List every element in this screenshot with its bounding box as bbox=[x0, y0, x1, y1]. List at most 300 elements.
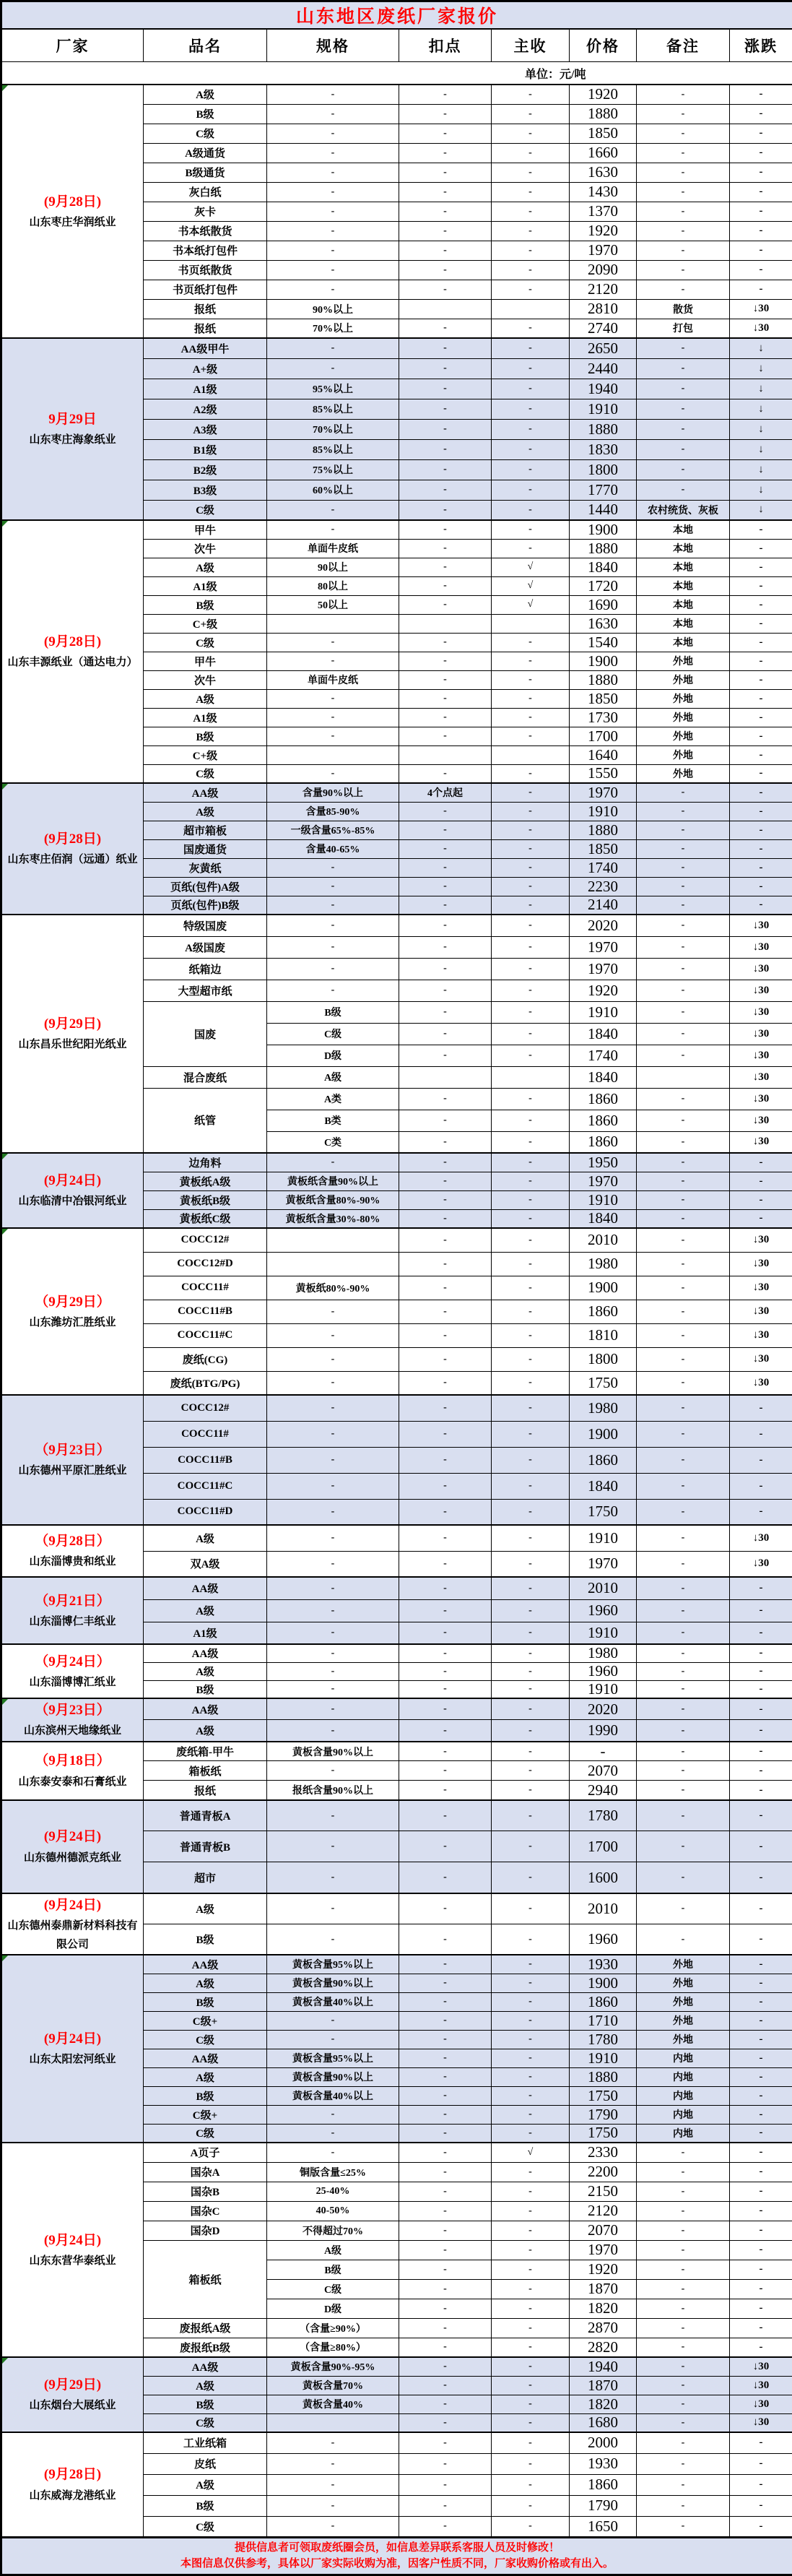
deduction-cell: - bbox=[399, 1023, 492, 1045]
spec-cell: - bbox=[267, 124, 399, 143]
factory-name: 山东丰源纸业（通达电力） bbox=[4, 654, 142, 673]
factory-name: 山东德州平原汇胜纸业 bbox=[4, 1462, 142, 1481]
product-cell: AA级 bbox=[144, 1577, 267, 1599]
note-cell: - bbox=[637, 877, 730, 896]
main-collect-cell: - bbox=[492, 2105, 570, 2124]
spec-cell: - bbox=[267, 1421, 399, 1447]
change-cell: - bbox=[730, 1924, 792, 1955]
factory-cell bbox=[1, 85, 144, 338]
product-cell: AA级 bbox=[144, 1955, 267, 1974]
main-collect-cell: - bbox=[492, 338, 570, 358]
spec-cell: C级 bbox=[267, 1023, 399, 1045]
deduction-cell: - bbox=[399, 480, 492, 500]
note-cell: - bbox=[637, 1371, 730, 1395]
price-cell: 1950 bbox=[570, 1153, 637, 1172]
change-cell: - bbox=[730, 1862, 792, 1893]
main-collect-cell: - bbox=[492, 182, 570, 202]
change-cell: - bbox=[730, 2318, 792, 2338]
deduction-cell bbox=[399, 1066, 492, 1088]
price-cell: 1860 bbox=[570, 1110, 637, 1131]
change-cell: ↓30 bbox=[730, 1252, 792, 1276]
deduction-cell: - bbox=[399, 2011, 492, 2030]
deduction-cell bbox=[399, 299, 492, 319]
price-cell: 1840 bbox=[570, 1066, 637, 1088]
factory-cell bbox=[1, 520, 144, 783]
main-collect-cell: - bbox=[492, 821, 570, 839]
note-cell: 外地 bbox=[637, 1955, 730, 1974]
main-collect-cell: - bbox=[492, 539, 570, 558]
price-cell: 1850 bbox=[570, 124, 637, 143]
deduction-cell: - bbox=[399, 896, 492, 915]
deduction-cell: - bbox=[399, 1190, 492, 1209]
deduction-cell: - bbox=[399, 727, 492, 745]
product-cell: 国杂D bbox=[144, 2221, 267, 2240]
change-cell: ↓30 bbox=[730, 319, 792, 338]
deduction-cell: - bbox=[399, 1088, 492, 1110]
main-collect-cell: - bbox=[492, 1447, 570, 1473]
main-collect-cell: - bbox=[492, 1421, 570, 1447]
main-collect-cell: - bbox=[492, 1371, 570, 1395]
table-row bbox=[1, 2432, 792, 2453]
change-cell: - bbox=[730, 1680, 792, 1698]
change-cell: ↓30 bbox=[730, 2395, 792, 2413]
note-cell: - bbox=[637, 241, 730, 260]
change-cell: - bbox=[730, 708, 792, 727]
product-cell: A1级 bbox=[144, 1622, 267, 1644]
price-cell: - bbox=[570, 1742, 637, 1761]
product-cell: AA级甲牛 bbox=[144, 338, 267, 358]
main-collect-cell: - bbox=[492, 2011, 570, 2030]
change-cell: - bbox=[730, 1742, 792, 1761]
change-cell: - bbox=[730, 539, 792, 558]
price-cell: 2150 bbox=[570, 2182, 637, 2201]
change-cell: - bbox=[730, 1662, 792, 1680]
main-collect-cell: - bbox=[492, 1955, 570, 1974]
note-cell: - bbox=[637, 1023, 730, 1045]
col-header-product: 品名 bbox=[144, 29, 267, 62]
deduction-cell: - bbox=[399, 633, 492, 652]
change-cell: - bbox=[730, 745, 792, 764]
price-cell: 1690 bbox=[570, 595, 637, 614]
note-cell: - bbox=[637, 1720, 730, 1742]
note-cell: - bbox=[637, 2453, 730, 2474]
price-cell: 1920 bbox=[570, 85, 637, 104]
price-cell: 1850 bbox=[570, 839, 637, 858]
spec-cell: 含量40-65% bbox=[267, 839, 399, 858]
col-header-price: 价格 bbox=[570, 29, 637, 62]
note-cell: - bbox=[637, 124, 730, 143]
deduction-cell: - bbox=[399, 821, 492, 839]
main-collect-cell: - bbox=[492, 379, 570, 399]
main-collect-cell: - bbox=[492, 1761, 570, 1781]
spec-cell: 黄板含量70% bbox=[267, 2376, 399, 2395]
main-collect-cell: - bbox=[492, 2260, 570, 2279]
change-cell: - bbox=[730, 1781, 792, 1800]
price-cell: 1910 bbox=[570, 399, 637, 419]
note-cell: - bbox=[637, 2376, 730, 2395]
note-cell: - bbox=[637, 379, 730, 399]
spec-cell: 70%以上 bbox=[267, 419, 399, 439]
note-cell: - bbox=[637, 1473, 730, 1499]
change-cell: ↓ bbox=[730, 459, 792, 480]
table-row bbox=[1, 1644, 792, 1662]
product-cell: 特级国废 bbox=[144, 915, 267, 936]
factory-name: 山东滨州天地缘纸业 bbox=[4, 1722, 142, 1741]
deduction-cell: - bbox=[399, 520, 492, 539]
change-cell: - bbox=[730, 1992, 792, 2011]
main-collect-cell: - bbox=[492, 1831, 570, 1862]
change-cell: - bbox=[730, 2338, 792, 2357]
factory-date: (9月24日) bbox=[4, 1170, 142, 1193]
product-cell: 黄板纸C级 bbox=[144, 1209, 267, 1228]
note-cell: 农村统货、灰板 bbox=[637, 500, 730, 520]
note-cell: - bbox=[637, 1190, 730, 1209]
price-cell: 1750 bbox=[570, 1499, 637, 1525]
note-cell: - bbox=[637, 358, 730, 379]
main-collect-cell: - bbox=[492, 764, 570, 783]
price-cell: 2820 bbox=[570, 2338, 637, 2357]
spec-cell: 黄板纸含量30%-80% bbox=[267, 1209, 399, 1228]
factory-name: 山东东营华泰纸业 bbox=[4, 2252, 142, 2271]
change-cell: ↓30 bbox=[730, 1323, 792, 1347]
deduction-cell: - bbox=[399, 2299, 492, 2318]
main-collect-cell: - bbox=[492, 802, 570, 821]
product-cell: 废报纸A级 bbox=[144, 2318, 267, 2338]
factory-cell bbox=[1, 783, 144, 915]
price-cell: 1750 bbox=[570, 2124, 637, 2143]
product-cell: A级国废 bbox=[144, 936, 267, 958]
main-collect-cell: - bbox=[492, 500, 570, 520]
spec-cell: 25-40% bbox=[267, 2182, 399, 2201]
deduction-cell: - bbox=[399, 2221, 492, 2240]
product-cell: 废纸(CG) bbox=[144, 1347, 267, 1371]
price-cell: 1790 bbox=[570, 2105, 637, 2124]
change-cell: ↓ bbox=[730, 439, 792, 459]
product-cell: A级 bbox=[144, 1599, 267, 1622]
deduction-cell: - bbox=[399, 1992, 492, 2011]
main-collect-cell: - bbox=[492, 2124, 570, 2143]
price-cell: 1780 bbox=[570, 1800, 637, 1831]
product-cell: 纸管 bbox=[144, 1088, 267, 1153]
main-collect-cell: - bbox=[492, 727, 570, 745]
main-collect-cell: - bbox=[492, 1720, 570, 1742]
spec-cell: - bbox=[267, 1720, 399, 1742]
main-collect-cell: - bbox=[492, 104, 570, 124]
change-cell: - bbox=[730, 1577, 792, 1599]
factory-cell bbox=[1, 1153, 144, 1228]
spec-cell: 黄板含量40%以上 bbox=[267, 2086, 399, 2105]
main-collect-cell: - bbox=[492, 783, 570, 802]
deduction-cell: - bbox=[399, 104, 492, 124]
spec-cell: - bbox=[267, 652, 399, 670]
factory-date: (9月24日) bbox=[4, 1825, 142, 1849]
spec-cell: - bbox=[267, 1371, 399, 1395]
deduction-cell: - bbox=[399, 182, 492, 202]
note-cell: - bbox=[637, 1131, 730, 1153]
spec-cell: - bbox=[267, 858, 399, 877]
factory-name: 山东枣庄海象纸业 bbox=[4, 431, 142, 450]
spec-cell: - bbox=[267, 1499, 399, 1525]
price-cell: 1880 bbox=[570, 104, 637, 124]
spec-cell: - bbox=[267, 936, 399, 958]
col-header-main-collect: 主收 bbox=[492, 29, 570, 62]
note-cell: - bbox=[637, 439, 730, 459]
main-collect-cell: - bbox=[492, 124, 570, 143]
spec-cell: 85%以上 bbox=[267, 399, 399, 419]
price-cell: 1910 bbox=[570, 1190, 637, 1209]
factory-cell bbox=[1, 2357, 144, 2432]
price-cell: 1840 bbox=[570, 1023, 637, 1045]
factory-date: (9月24日) bbox=[4, 2028, 142, 2051]
table-row bbox=[1, 338, 792, 358]
change-cell: - bbox=[730, 2299, 792, 2318]
note-cell: - bbox=[637, 1209, 730, 1228]
spec-cell: - bbox=[267, 1347, 399, 1371]
change-cell: ↓30 bbox=[730, 1131, 792, 1153]
product-cell: A级 bbox=[144, 1662, 267, 1680]
main-collect-cell: - bbox=[492, 858, 570, 877]
spec-cell: 报纸含量90%以上 bbox=[267, 1781, 399, 1800]
spec-cell: - bbox=[267, 182, 399, 202]
deduction-cell: - bbox=[399, 459, 492, 480]
deduction-cell: - bbox=[399, 764, 492, 783]
spec-cell: - bbox=[267, 500, 399, 520]
product-cell: 书页纸散货 bbox=[144, 260, 267, 280]
main-collect-cell: - bbox=[492, 520, 570, 539]
spec-cell: 单面牛皮纸 bbox=[267, 539, 399, 558]
footer-note bbox=[1, 2537, 792, 2575]
product-cell: 书本纸散货 bbox=[144, 221, 267, 241]
spec-cell: - bbox=[267, 1800, 399, 1831]
price-cell: 1740 bbox=[570, 1045, 637, 1066]
deduction-cell: 4个点起 bbox=[399, 783, 492, 802]
spec-cell: - bbox=[267, 764, 399, 783]
change-cell: - bbox=[730, 2124, 792, 2143]
change-cell: - bbox=[730, 614, 792, 633]
change-cell: - bbox=[730, 124, 792, 143]
product-cell: A级 bbox=[144, 1720, 267, 1742]
deduction-cell: - bbox=[399, 839, 492, 858]
change-cell: - bbox=[730, 670, 792, 689]
spec-cell: - bbox=[267, 260, 399, 280]
note-cell: - bbox=[637, 1447, 730, 1473]
spec-cell: - bbox=[267, 2432, 399, 2453]
main-collect-cell: - bbox=[492, 1499, 570, 1525]
product-cell: B1级 bbox=[144, 439, 267, 459]
main-collect-cell: - bbox=[492, 399, 570, 419]
note-cell: - bbox=[637, 1680, 730, 1698]
spec-cell: - bbox=[267, 980, 399, 1001]
product-cell: C级 bbox=[144, 2124, 267, 2143]
change-cell: ↓30 bbox=[730, 980, 792, 1001]
change-cell: - bbox=[730, 2162, 792, 2182]
product-cell: C+级 bbox=[144, 614, 267, 633]
deduction-cell: - bbox=[399, 439, 492, 459]
spec-cell: 黄板纸含量90%以上 bbox=[267, 1172, 399, 1190]
spec-cell: - bbox=[267, 1698, 399, 1720]
deduction-cell: - bbox=[399, 1473, 492, 1499]
product-cell: 边角料 bbox=[144, 1153, 267, 1172]
main-collect-cell: - bbox=[492, 2049, 570, 2067]
price-cell: 1840 bbox=[570, 1209, 637, 1228]
change-cell: - bbox=[730, 1172, 792, 1190]
product-cell: A级 bbox=[144, 558, 267, 576]
product-cell: A1级 bbox=[144, 379, 267, 399]
note-cell: 外地 bbox=[637, 708, 730, 727]
main-collect-cell: - bbox=[492, 1395, 570, 1421]
deduction-cell: - bbox=[399, 2318, 492, 2338]
deduction-cell: - bbox=[399, 2357, 492, 2376]
price-cell: 1880 bbox=[570, 539, 637, 558]
main-collect-cell bbox=[492, 1066, 570, 1088]
main-collect-cell: - bbox=[492, 163, 570, 182]
price-cell: 1860 bbox=[570, 1300, 637, 1323]
price-cell: 2200 bbox=[570, 2162, 637, 2182]
footer-row bbox=[1, 2537, 792, 2575]
spec-cell: - bbox=[267, 1831, 399, 1862]
table-row bbox=[1, 1577, 792, 1599]
price-cell: 1940 bbox=[570, 379, 637, 399]
change-cell: - bbox=[730, 821, 792, 839]
change-cell: - bbox=[730, 802, 792, 821]
main-collect-cell: √ bbox=[492, 558, 570, 576]
factory-cell bbox=[1, 1525, 144, 1577]
spec-cell: - bbox=[267, 520, 399, 539]
main-collect-cell: - bbox=[492, 1924, 570, 1955]
change-cell: ↓30 bbox=[730, 2413, 792, 2432]
deduction-cell: - bbox=[399, 2143, 492, 2162]
change-cell: - bbox=[730, 839, 792, 858]
spec-cell: 95%以上 bbox=[267, 379, 399, 399]
spec-cell: 含量85-90% bbox=[267, 802, 399, 821]
note-cell: - bbox=[637, 1622, 730, 1644]
change-cell: - bbox=[730, 1720, 792, 1742]
note-cell: - bbox=[637, 1421, 730, 1447]
product-cell: 废纸(BTG/PG) bbox=[144, 1371, 267, 1395]
table-row bbox=[1, 2357, 792, 2376]
table-row bbox=[1, 85, 792, 104]
unit-note: 单位：元/吨 bbox=[1, 62, 792, 85]
unit-row bbox=[1, 62, 792, 85]
spec-cell: - bbox=[267, 1395, 399, 1421]
price-cell: 1750 bbox=[570, 1371, 637, 1395]
deduction-cell: - bbox=[399, 399, 492, 419]
deduction-cell: - bbox=[399, 2049, 492, 2067]
product-cell: A级通货 bbox=[144, 143, 267, 163]
note-cell: - bbox=[637, 896, 730, 915]
factory-name: 山东淄博仁丰纸业 bbox=[4, 1613, 142, 1632]
deduction-cell: - bbox=[399, 1395, 492, 1421]
main-collect-cell: - bbox=[492, 2221, 570, 2240]
deduction-cell: - bbox=[399, 419, 492, 439]
price-cell: 1900 bbox=[570, 652, 637, 670]
note-cell: - bbox=[637, 1323, 730, 1347]
spec-cell: - bbox=[267, 1323, 399, 1347]
price-cell: 1920 bbox=[570, 2260, 637, 2279]
main-collect-cell: - bbox=[492, 2067, 570, 2086]
table-row bbox=[1, 1742, 792, 1761]
product-cell: C级 bbox=[144, 500, 267, 520]
product-cell: 国杂A bbox=[144, 2162, 267, 2182]
price-cell: 1440 bbox=[570, 500, 637, 520]
main-collect-cell: - bbox=[492, 2182, 570, 2201]
price-cell: 2010 bbox=[570, 1893, 637, 1924]
main-collect-cell: - bbox=[492, 1023, 570, 1045]
col-header-spec: 规格 bbox=[267, 29, 399, 62]
product-cell: 次牛 bbox=[144, 539, 267, 558]
product-cell: COCC11# bbox=[144, 1421, 267, 1447]
main-collect-cell: - bbox=[492, 1680, 570, 1698]
change-cell: - bbox=[730, 1955, 792, 1974]
change-cell: - bbox=[730, 2143, 792, 2162]
price-cell: 1800 bbox=[570, 1347, 637, 1371]
change-cell: - bbox=[730, 896, 792, 915]
deduction-cell: - bbox=[399, 2105, 492, 2124]
note-cell: - bbox=[637, 1551, 730, 1577]
factory-date: （9月24日） bbox=[4, 1651, 142, 1674]
main-collect-cell: - bbox=[492, 480, 570, 500]
spec-cell: B类 bbox=[267, 1110, 399, 1131]
change-cell: - bbox=[730, 1599, 792, 1622]
spec-cell: A级 bbox=[267, 1066, 399, 1088]
deduction-cell: - bbox=[399, 1622, 492, 1644]
price-cell: 1630 bbox=[570, 614, 637, 633]
change-cell: ↓30 bbox=[730, 1088, 792, 1110]
note-cell: 外地 bbox=[637, 2011, 730, 2030]
deduction-cell: - bbox=[399, 1761, 492, 1781]
main-collect-cell: - bbox=[492, 2432, 570, 2453]
product-cell: 废报纸B级 bbox=[144, 2338, 267, 2357]
change-cell: - bbox=[730, 2030, 792, 2049]
price-cell: 1630 bbox=[570, 163, 637, 182]
note-cell: - bbox=[637, 2299, 730, 2318]
change-cell: - bbox=[730, 1499, 792, 1525]
product-cell: B级 bbox=[144, 1924, 267, 1955]
factory-cell bbox=[1, 1955, 144, 2143]
spec-cell: 不得超过70% bbox=[267, 2221, 399, 2240]
product-cell: C级 bbox=[144, 633, 267, 652]
note-cell: - bbox=[637, 1742, 730, 1761]
note-cell bbox=[637, 1066, 730, 1088]
note-cell: - bbox=[637, 1761, 730, 1781]
note-cell: - bbox=[637, 1395, 730, 1421]
change-cell: - bbox=[730, 2453, 792, 2474]
spec-cell: A类 bbox=[267, 1088, 399, 1110]
main-collect-cell: - bbox=[492, 1172, 570, 1190]
price-cell: 1870 bbox=[570, 2279, 637, 2299]
main-collect-cell: - bbox=[492, 896, 570, 915]
product-cell: COCC11#C bbox=[144, 1473, 267, 1499]
main-collect-cell: √ bbox=[492, 576, 570, 595]
product-cell: COCC11# bbox=[144, 1276, 267, 1300]
product-cell: B级 bbox=[144, 1680, 267, 1698]
deduction-cell: - bbox=[399, 2260, 492, 2279]
product-cell: A2级 bbox=[144, 399, 267, 419]
product-cell: A1级 bbox=[144, 708, 267, 727]
deduction-cell: - bbox=[399, 319, 492, 338]
product-cell: 双A级 bbox=[144, 1551, 267, 1577]
change-cell: - bbox=[730, 2221, 792, 2240]
product-cell: COCC12#D bbox=[144, 1252, 267, 1276]
deduction-cell: - bbox=[399, 1893, 492, 1924]
deduction-cell: - bbox=[399, 1447, 492, 1473]
deduction-cell: - bbox=[399, 1131, 492, 1153]
main-collect-cell: - bbox=[492, 319, 570, 338]
main-collect-cell: - bbox=[492, 936, 570, 958]
note-cell: - bbox=[637, 182, 730, 202]
factory-cell bbox=[1, 2143, 144, 2357]
note-cell: - bbox=[637, 163, 730, 182]
